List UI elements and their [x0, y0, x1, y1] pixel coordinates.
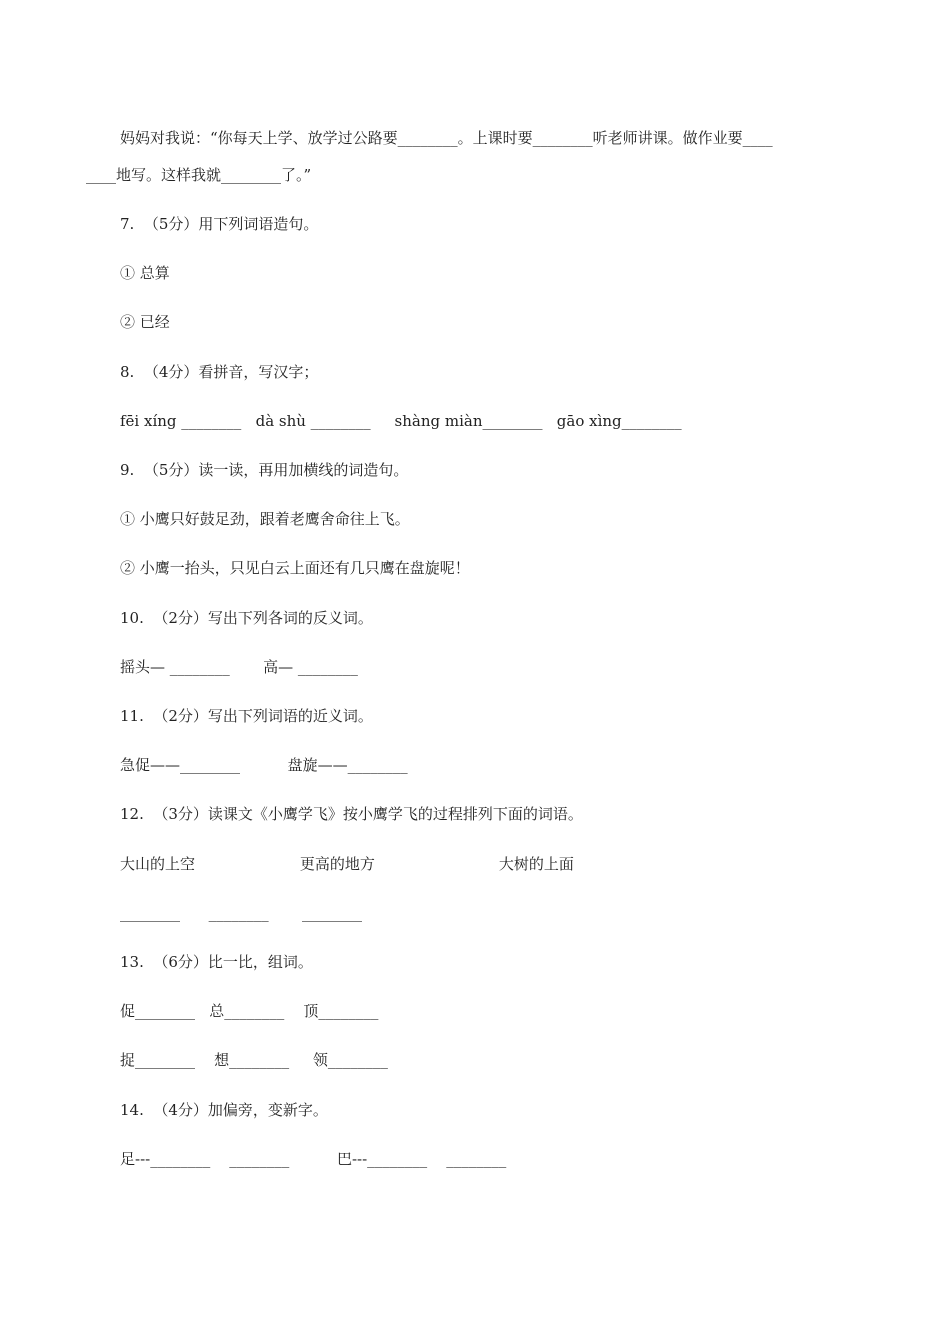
q11-title: 11. （2分）写出下列词语的近义词。 [120, 707, 373, 725]
q9-title: 9. （5分）读一读，再用加横线的词造句。 [120, 461, 409, 479]
q13-row-1: 促________ 总________ 顶________ [120, 1002, 379, 1020]
q11-answer-row: 急促——________ 盘旋——________ [120, 756, 408, 774]
q6-text-line-2: ____地写。这样我就________了。” [86, 166, 312, 184]
q12-title: 12. （3分）读课文《小鹰学飞》按小鹰学飞的过程排列下面的词语。 [120, 805, 583, 823]
q9-item-1: ① 小鹰只好鼓足劲，跟着老鹰舍命往上飞。 [120, 510, 410, 528]
q8-title: 8. （4分）看拼音，写汉字； [120, 363, 319, 381]
q14-title: 14. （4分）加偏旁，变新字。 [120, 1101, 328, 1119]
q13-title: 13. （6分）比一比，组词。 [120, 953, 313, 971]
q8-pinyin-row: fēi xíng ________ dà shù ________ shàng miàn________ gāo xìng________ [120, 412, 682, 430]
q7-item-1: ① 总算 [120, 264, 170, 282]
q7-item-2: ② 已经 [120, 313, 170, 331]
q12-blanks-row: ________ ________ ________ [120, 904, 362, 922]
q14-answer-row: 足---________ ________ 巴---________ ________ [120, 1150, 507, 1168]
q12-words-row: 大山的上空 更高的地方 大树的上面 [120, 855, 574, 873]
q10-title: 10. （2分）写出下列各词的反义词。 [120, 609, 373, 627]
q10-answer-row: 摇头— ________ 高— ________ [120, 658, 358, 676]
q9-item-2: ② 小鹰一抬头，只见白云上面还有几只鹰在盘旋呢！ [120, 559, 470, 577]
q6-text-line-1: 妈妈对我说：“你每天上学、放学过公路要________。上课时要________听老师讲课。做作业要____ [120, 129, 773, 147]
q13-row-2: 捉________ 想________ 领________ [120, 1051, 388, 1069]
q7-title: 7. （5分）用下列词语造句。 [120, 215, 319, 233]
